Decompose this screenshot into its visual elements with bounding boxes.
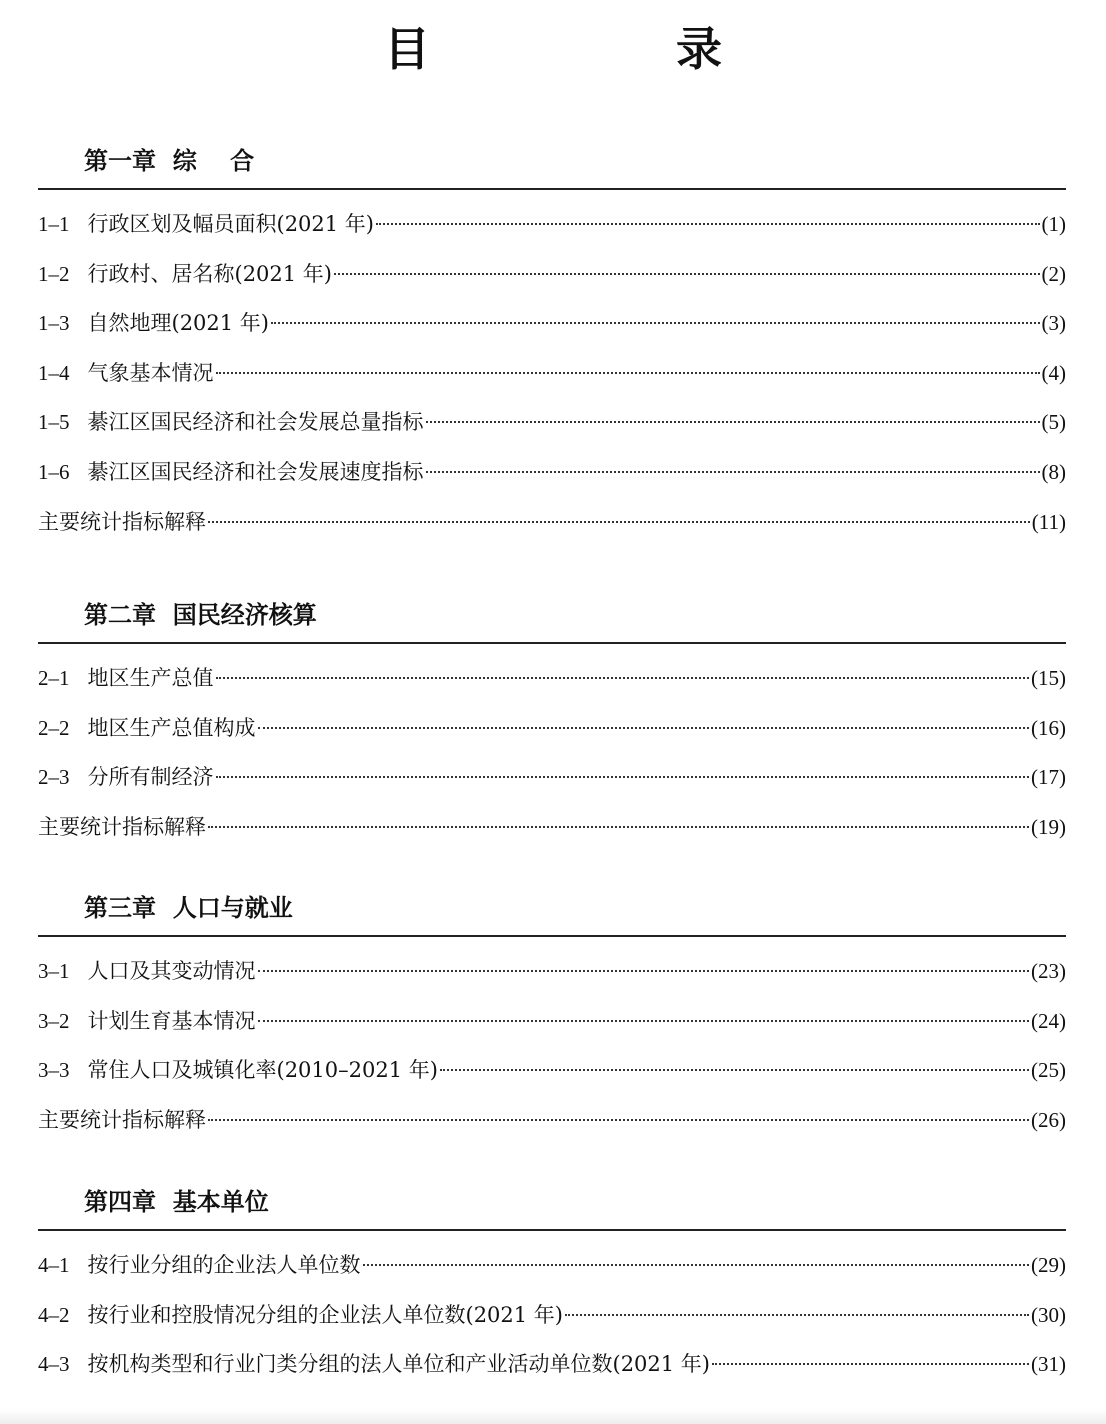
chapter-entries xyxy=(38,1241,1066,1390)
entry-page: (24) xyxy=(1031,1008,1066,1033)
entry-number: 4–2 xyxy=(38,1302,70,1327)
dot-leader xyxy=(258,727,1030,729)
entry-label: 綦江区国民经济和社会发展速度指标 xyxy=(87,459,424,484)
entry-page: (26) xyxy=(1031,1107,1066,1132)
entry-number: 3–1 xyxy=(38,959,70,983)
chapter-entries xyxy=(38,654,1066,852)
dot-leader xyxy=(440,1069,1029,1071)
toc-entry-1-4[interactable] xyxy=(38,349,1066,399)
entry-number: 1–3 xyxy=(38,311,70,336)
entry-page: (5) xyxy=(1041,410,1066,435)
dot-leader xyxy=(216,372,1040,374)
entry-page: (31) xyxy=(1031,1352,1066,1377)
entry-page: (4) xyxy=(1041,360,1066,385)
dot-leader xyxy=(258,1020,1030,1022)
entry-label: 按机构类型和行业门类分组的法人单位和产业活动单位数(2021 年) xyxy=(87,1352,711,1377)
toc-entry-3-notes[interactable] xyxy=(38,1096,1066,1146)
entry-page: (17) xyxy=(1031,765,1066,790)
chapter-heading: 第三章 人口与就业 xyxy=(84,893,293,922)
entry-label: 自然地理(2021 年) xyxy=(87,311,270,336)
dot-leader xyxy=(712,1363,1029,1365)
entry-label: 地区生产总值 xyxy=(87,666,214,690)
entry-label: 常住人口及城镇化率(2010–2021 年) xyxy=(87,1058,438,1083)
dot-leader xyxy=(426,471,1040,473)
entry-number: 1–5 xyxy=(38,410,70,435)
entry-label: 地区生产总值构成 xyxy=(87,715,256,740)
toc-entry-3-1[interactable] xyxy=(38,947,1066,997)
toc-entry-1-3[interactable] xyxy=(38,299,1066,349)
entry-label: 主要统计指标解释 xyxy=(38,1107,206,1132)
chapter-entries xyxy=(38,200,1066,547)
entry-page: (8) xyxy=(1041,459,1066,484)
entry-label: 分所有制经济 xyxy=(87,765,214,790)
page-bottom-shadow xyxy=(0,1410,1106,1424)
entry-number: 3–2 xyxy=(38,1008,70,1033)
dot-leader xyxy=(565,1314,1029,1316)
entry-label: 行政区划及幅员面积(2021 年) xyxy=(87,212,375,236)
page-title: 目 录 xyxy=(384,22,822,76)
toc-entry-2-2[interactable] xyxy=(38,704,1066,754)
dot-leader xyxy=(426,421,1040,423)
chapter-divider xyxy=(38,935,1066,937)
chapter-divider xyxy=(38,1229,1066,1231)
chapter-divider xyxy=(38,642,1066,644)
entry-label: 主要统计指标解释 xyxy=(38,814,206,839)
entry-label: 人口及其变动情况 xyxy=(87,959,256,983)
entry-page: (1) xyxy=(1041,212,1066,236)
chapter-heading: 第四章 基本单位 xyxy=(84,1187,269,1216)
toc-entry-2-3[interactable] xyxy=(38,753,1066,803)
dot-leader xyxy=(208,521,1030,523)
chapter-heading: 第一章 综 合 xyxy=(84,146,255,175)
entry-page: (23) xyxy=(1031,959,1066,983)
entry-number: 4–3 xyxy=(38,1352,70,1377)
dot-leader xyxy=(216,776,1030,778)
toc-entry-2-notes[interactable] xyxy=(38,803,1066,853)
dot-leader xyxy=(363,1264,1030,1266)
entry-number: 1–2 xyxy=(38,261,70,286)
toc-entry-4-1[interactable] xyxy=(38,1241,1066,1291)
entry-number: 3–3 xyxy=(38,1058,70,1083)
entry-number: 4–1 xyxy=(38,1253,70,1277)
entry-number: 1–1 xyxy=(38,212,70,236)
dot-leader xyxy=(258,970,1030,972)
toc-entry-1-notes[interactable] xyxy=(38,498,1066,548)
dot-leader xyxy=(334,273,1039,275)
chapter-4 xyxy=(38,1187,1066,1390)
dot-leader xyxy=(216,677,1030,679)
dot-leader xyxy=(271,322,1039,324)
entry-number: 2–1 xyxy=(38,666,70,690)
toc-entry-3-3[interactable] xyxy=(38,1046,1066,1096)
chapter-2 xyxy=(38,600,1066,852)
entry-number: 2–2 xyxy=(38,715,70,740)
chapter-1 xyxy=(38,146,1066,547)
entry-number: 1–4 xyxy=(38,360,70,385)
toc-entry-1-5[interactable] xyxy=(38,398,1066,448)
toc-entry-2-1[interactable] xyxy=(38,654,1066,704)
entry-page: (19) xyxy=(1031,814,1066,839)
entry-page: (11) xyxy=(1031,509,1066,534)
chapter-entries xyxy=(38,947,1066,1145)
entry-page: (2) xyxy=(1041,261,1066,286)
toc-entry-1-1[interactable] xyxy=(38,200,1066,250)
toc-entry-1-2[interactable] xyxy=(38,250,1066,300)
entry-page: (25) xyxy=(1031,1058,1066,1083)
chapter-3 xyxy=(38,893,1066,1145)
entry-label: 计划生育基本情况 xyxy=(87,1008,256,1033)
entry-page: (16) xyxy=(1031,715,1066,740)
entry-label: 行政村、居名称(2021 年) xyxy=(87,261,333,286)
entry-page: (30) xyxy=(1031,1302,1066,1327)
dot-leader xyxy=(208,826,1029,828)
entry-label: 按行业分组的企业法人单位数 xyxy=(87,1253,361,1277)
entry-number: 1–6 xyxy=(38,459,70,484)
entry-label: 主要统计指标解释 xyxy=(38,509,206,534)
toc-entry-4-3[interactable] xyxy=(38,1340,1066,1390)
toc-entry-1-6[interactable] xyxy=(38,448,1066,498)
entry-label: 气象基本情况 xyxy=(87,360,214,385)
entry-label: 綦江区国民经济和社会发展总量指标 xyxy=(87,410,424,435)
entry-page: (3) xyxy=(1041,311,1066,336)
dot-leader xyxy=(208,1119,1029,1121)
entry-page: (15) xyxy=(1031,666,1066,690)
entry-label: 按行业和控股情况分组的企业法人单位数(2021 年) xyxy=(87,1302,564,1327)
toc-entry-3-2[interactable] xyxy=(38,997,1066,1047)
chapter-divider xyxy=(38,188,1066,190)
entry-number: 2–3 xyxy=(38,765,70,790)
entry-page: (29) xyxy=(1031,1253,1066,1277)
chapter-heading: 第二章 国民经济核算 xyxy=(84,600,317,629)
dot-leader xyxy=(376,223,1039,225)
toc-entry-4-2[interactable] xyxy=(38,1291,1066,1341)
